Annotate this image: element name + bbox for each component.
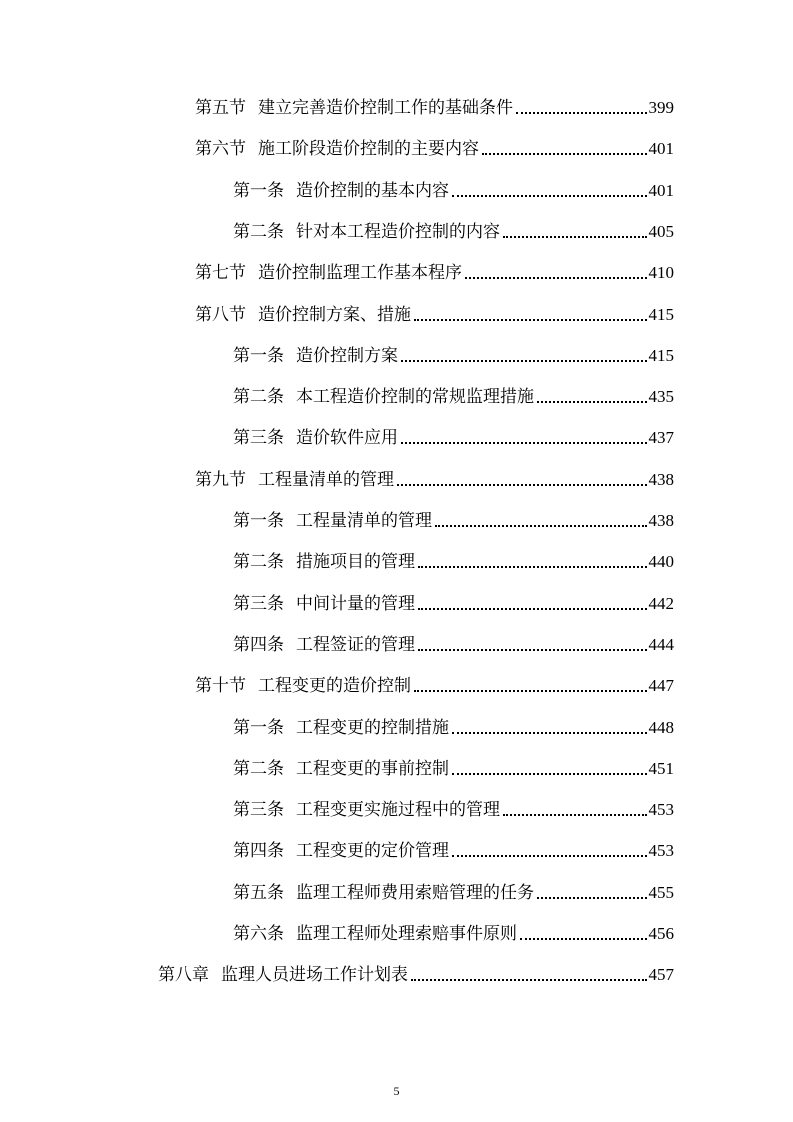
toc-entry[interactable] — [195, 261, 674, 285]
toc-entry-label: 第二条 — [233, 759, 284, 779]
page-number: 5 — [393, 1084, 400, 1098]
toc-entry-label: 第一条 — [233, 718, 284, 738]
toc-dot-leader — [397, 482, 647, 486]
toc-entry-page: 440 — [648, 552, 674, 571]
toc-entry-page: 438 — [648, 470, 674, 489]
toc-dot-leader — [503, 812, 647, 816]
toc-dot-leader — [465, 275, 647, 279]
toc-entry-title: 针对本工程造价控制的内容 — [296, 222, 500, 242]
toc-dot-leader — [537, 399, 647, 403]
toc-entry-title: 造价控制的基本内容 — [296, 181, 449, 201]
toc-entry-page: 447 — [648, 676, 674, 695]
toc-entry-page: 451 — [648, 759, 674, 778]
toc-dot-leader — [452, 730, 647, 734]
toc-entry-label: 第四条 — [233, 635, 284, 655]
toc-entry-label: 第二条 — [233, 552, 284, 572]
toc-entry-page: 444 — [648, 635, 674, 654]
toc-entry[interactable] — [195, 137, 674, 161]
toc-entry-label: 第三条 — [233, 428, 284, 448]
toc-entry[interactable] — [195, 303, 674, 327]
toc-dot-leader — [520, 936, 647, 940]
toc-entry-label: 第七节 — [195, 263, 246, 283]
toc-entry[interactable] — [233, 881, 674, 905]
toc-entry-page: 453 — [648, 841, 674, 860]
toc-entry-title: 工程量清单的管理 — [296, 511, 432, 531]
toc-entry-page: 453 — [648, 800, 674, 819]
toc-entry-title: 工程变更的造价控制 — [258, 676, 411, 696]
toc-entry[interactable] — [233, 839, 674, 863]
toc-entry[interactable] — [158, 963, 674, 987]
toc-entry[interactable] — [233, 426, 674, 450]
toc-entry-title: 监理工程师处理索赔事件原则 — [296, 924, 517, 944]
toc-entry[interactable] — [233, 757, 674, 781]
toc-entry-title: 建立完善造价控制工作的基础条件 — [258, 98, 513, 118]
toc-entry-title: 工程变更的定价管理 — [296, 841, 449, 861]
toc-entry-label: 第五条 — [233, 883, 284, 903]
toc-entry-label: 第二条 — [233, 387, 284, 407]
toc-dot-leader — [503, 234, 647, 238]
toc-dot-leader — [435, 523, 647, 527]
toc-entry-page: 401 — [648, 181, 674, 200]
toc-dot-leader — [414, 688, 647, 692]
toc-entry-label: 第十节 — [195, 676, 246, 696]
toc-entry-page: 456 — [648, 924, 674, 943]
toc-entry-label: 第六条 — [233, 924, 284, 944]
toc-dot-leader — [411, 977, 647, 981]
toc-entry-title: 监理工程师费用索赔管理的任务 — [296, 883, 534, 903]
toc-entry-page: 415 — [648, 305, 674, 324]
toc-entry-label: 第四条 — [233, 841, 284, 861]
toc-entry-title: 本工程造价控制的常规监理措施 — [296, 387, 534, 407]
toc-entry-page: 405 — [648, 222, 674, 241]
toc-entry-label: 第二条 — [233, 222, 284, 242]
toc-entry-page: 438 — [648, 511, 674, 530]
toc-entry[interactable] — [233, 509, 674, 533]
toc-entry-page: 442 — [648, 594, 674, 613]
toc-entry-title: 造价控制监理工作基本程序 — [258, 263, 462, 283]
toc-dot-leader — [414, 317, 647, 321]
toc-entry[interactable] — [195, 96, 674, 120]
toc-dot-leader — [452, 853, 647, 857]
toc-entry-page: 415 — [648, 346, 674, 365]
toc-entry[interactable] — [233, 592, 674, 616]
toc-entry-label: 第一条 — [233, 346, 284, 366]
toc-entry[interactable] — [233, 633, 674, 657]
toc-dot-leader — [516, 110, 647, 114]
toc-entry[interactable] — [233, 798, 674, 822]
toc-entry-page: 437 — [648, 428, 674, 447]
toc-entry[interactable] — [233, 179, 674, 203]
toc-entry-page: 457 — [648, 965, 674, 984]
toc-entry-title: 工程变更实施过程中的管理 — [296, 800, 500, 820]
toc-entry-page: 401 — [648, 139, 674, 158]
toc-entry-title: 造价控制方案、措施 — [258, 305, 411, 325]
toc-entry-label: 第三条 — [233, 594, 284, 614]
toc-entry-label: 第九节 — [195, 470, 246, 490]
toc-entry-page: 448 — [648, 718, 674, 737]
toc-entry[interactable] — [233, 922, 674, 946]
toc-entry[interactable] — [195, 468, 674, 492]
toc-entry-title: 措施项目的管理 — [296, 552, 415, 572]
toc-entry[interactable] — [233, 220, 674, 244]
toc-dot-leader — [482, 151, 647, 155]
toc-dot-leader — [418, 647, 647, 651]
toc-entry-page: 435 — [648, 387, 674, 406]
toc-dot-leader — [537, 895, 647, 899]
toc-dot-leader — [401, 358, 647, 362]
toc-entry-title: 施工阶段造价控制的主要内容 — [258, 139, 479, 159]
toc-entry-page: 410 — [648, 263, 674, 282]
toc-entry-title: 监理人员进场工作计划表 — [221, 965, 408, 985]
toc-entry-title: 造价软件应用 — [296, 428, 398, 448]
toc-dot-leader — [401, 440, 647, 444]
toc-entry-title: 工程变更的控制措施 — [296, 718, 449, 738]
toc-dot-leader — [452, 193, 647, 197]
toc-entry[interactable] — [233, 385, 674, 409]
toc-entry[interactable] — [233, 716, 674, 740]
toc-entry-page: 399 — [648, 98, 674, 117]
toc-entry-title: 工程变更的事前控制 — [296, 759, 449, 779]
toc-entry[interactable] — [195, 674, 674, 698]
toc-entry[interactable] — [233, 550, 674, 574]
toc-entry-title: 工程签证的管理 — [296, 635, 415, 655]
toc-entry-label: 第三条 — [233, 800, 284, 820]
toc-entry-label: 第一条 — [233, 181, 284, 201]
toc-entry-title: 工程量清单的管理 — [258, 470, 394, 490]
toc-entry-title: 中间计量的管理 — [296, 594, 415, 614]
toc-entry-page: 455 — [648, 883, 674, 902]
toc-entry-label: 第八节 — [195, 305, 246, 325]
toc-entry-label: 第八章 — [158, 965, 209, 985]
toc-entry[interactable] — [233, 344, 674, 368]
toc-dot-leader — [452, 771, 647, 775]
toc-dot-leader — [418, 564, 647, 568]
toc-entry-label: 第五节 — [195, 98, 246, 118]
toc-entry-title: 造价控制方案 — [296, 346, 398, 366]
toc-dot-leader — [418, 606, 647, 610]
toc-entry-label: 第一条 — [233, 511, 284, 531]
toc-entry-label: 第六节 — [195, 139, 246, 159]
